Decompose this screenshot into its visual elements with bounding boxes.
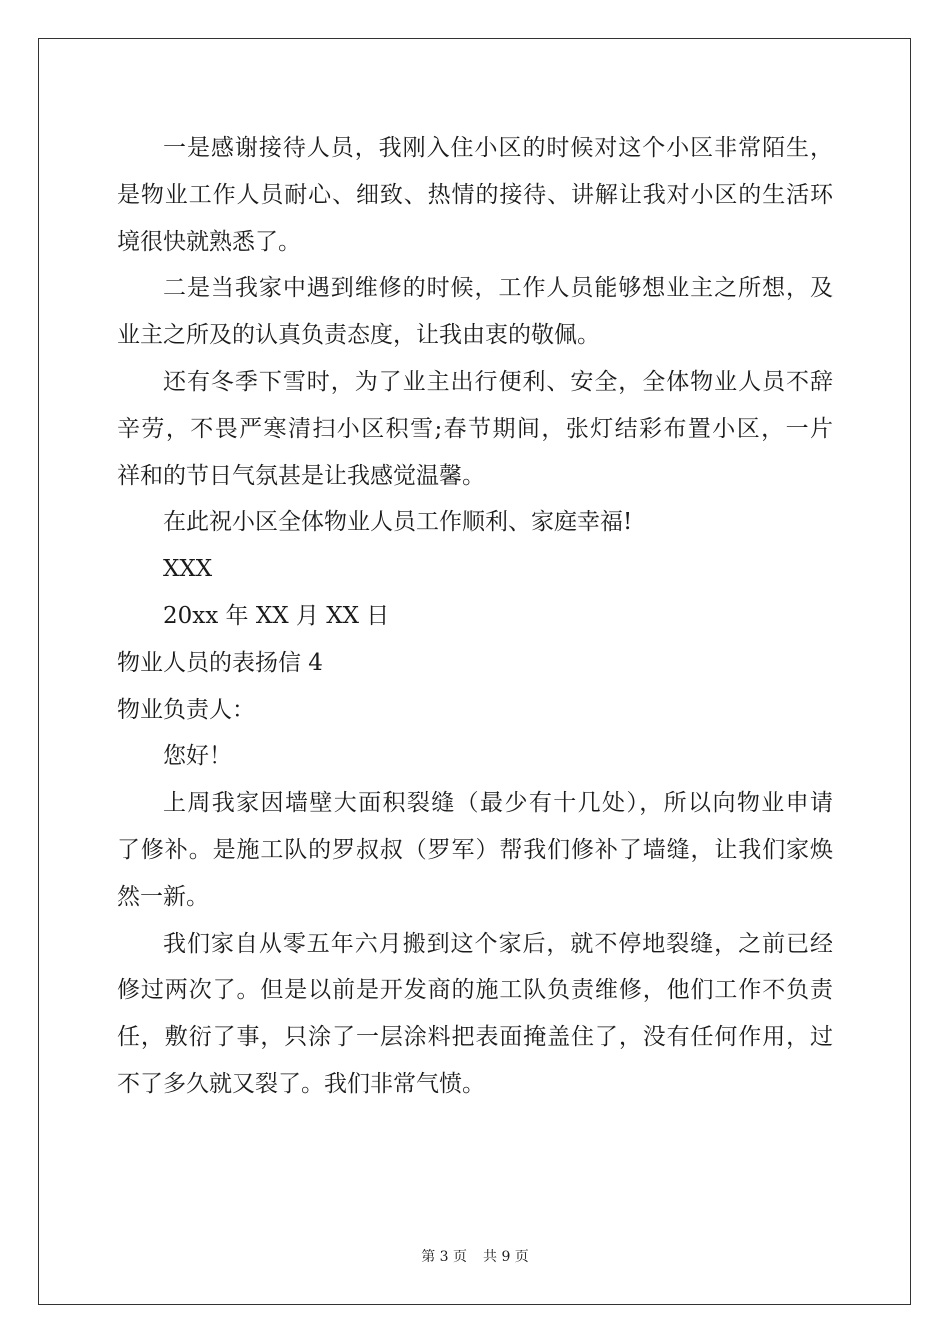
signature: XXX [163,556,213,583]
closing-wishes: 在此祝小区全体物业人员工作顺利、家庭幸福! [163,509,633,536]
salutation: 物业负责人： [117,696,255,723]
text-line: 业主之所及的认真负责态度，让我由衷的敬佩。 [117,322,600,349]
text-line: 我们家自从零五年六月搬到这个家后，就不停地裂缝，之前已经 [163,930,833,957]
text-line: 还有冬季下雪时，为了业主出行便利、安全，全体物业人员不辞 [163,368,833,395]
text-line: 二是当我家中遇到维修的时候，工作人员能够想业主之所想，及 [163,275,833,302]
text-line: 修过两次了。但是以前是开发商的施工队负责维修，他们工作不负责 [117,977,833,1004]
text-line: 是物业工作人员耐心、细致、热情的接待、讲解让我对小区的生活环 [117,181,833,208]
greeting: 您好！ [163,743,232,770]
page-footer [0,1246,950,1266]
section-title: 物业人员的表扬信 4 [117,649,323,676]
text-line: 任，敷衍了事，只涂了一层涂料把表面掩盖住了，没有任何作用，过 [117,1024,833,1051]
letter-body [117,125,833,1108]
text-line: 了修补。是施工队的罗叔叔（罗军）帮我们修补了墙缝，让我们家焕 [117,836,833,863]
text-line: 上周我家因墙壁大面积裂缝（最少有十几处），所以向物业申请 [163,790,833,817]
text-line: 然一新。 [117,883,209,910]
text-line: 一是感谢接待人员，我刚入住小区的时候对这个小区非常陌生， [163,135,833,161]
text-line: 境很快就熟悉了。 [117,228,301,255]
letter-date: 20xx 年 XX 月 XX 日 [163,602,390,629]
text-line: 辛劳，不畏严寒清扫小区积雪;春节期间，张灯结彩布置小区，一片 [117,415,833,442]
page-total: 共 9 页 [483,1249,529,1265]
page-number: 第 3 页 [421,1249,467,1265]
text-line: 不了多久就又裂了。我们非常气愤。 [117,1070,485,1097]
text-line: 祥和的节日气氛甚是让我感觉温馨。 [117,462,485,489]
